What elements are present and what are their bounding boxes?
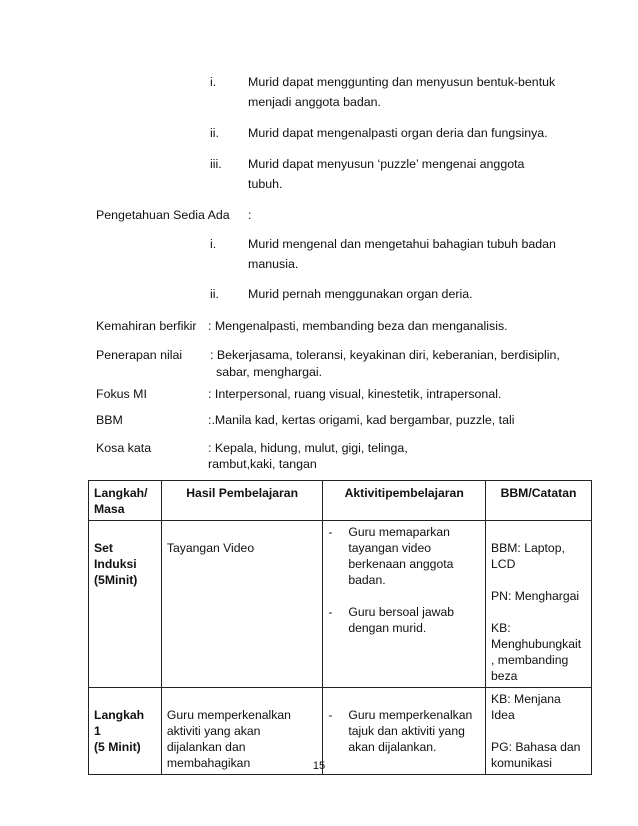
row-2-note-2: PG: Bahasa dan komunikasi xyxy=(491,740,581,770)
prior-item-2-text xyxy=(248,284,588,304)
header-step: Langkah/ Masa xyxy=(89,481,162,521)
field-vocab-label: Kosa kata xyxy=(96,441,152,455)
objective-3-text xyxy=(248,154,588,194)
row-1-activity-2: - Guru bersoal jawab dengan murid. xyxy=(328,605,455,635)
row-1-step-line-3: (5Minit) xyxy=(94,573,138,587)
prior-item-1-line-2: manusia. xyxy=(248,257,299,271)
prior-item-2-num: ii. xyxy=(210,287,219,301)
objective-1-num: i. xyxy=(210,75,217,89)
page-number: 15 xyxy=(312,760,326,772)
row-1-note-1: BBM: Laptop, LCD xyxy=(491,541,565,571)
row-2-outcome: Guru memperkenalkan aktiviti yang akan dijalankan dan membahagikan xyxy=(161,688,322,775)
row-1-step-line-1: Set xyxy=(94,541,113,555)
row-1-activity-2-text: Guru bersoal jawab dengan murid. xyxy=(348,605,455,635)
field-vocab-value-2: rambut,kaki, tangan xyxy=(208,457,317,471)
objective-2-text xyxy=(248,123,588,143)
row-2-step-line-1: Langkah xyxy=(94,708,145,722)
row-1-step xyxy=(89,521,162,688)
prior-item-1-line-1: Murid mengenal dan mengetahui bahagian tubuh badan xyxy=(248,237,556,251)
row-1-activities xyxy=(323,521,486,688)
field-values-value: : Bekerjasama, toleransi, keyakinan diri, keberanian, berdisiplin, xyxy=(210,348,560,362)
objective-1-text xyxy=(248,72,588,112)
field-vocab-value: : Kepala, hidung, mulut, gigi, telinga, xyxy=(208,441,408,455)
row-1-notes xyxy=(486,521,592,688)
prior-knowledge-colon: : xyxy=(248,208,252,222)
lesson-table xyxy=(88,480,592,775)
row-2-step-line-2: 1 xyxy=(94,724,101,738)
table-header-row xyxy=(89,481,592,521)
row-1-note-3: KB: Menghubungkait , membanding beza xyxy=(491,621,582,683)
objective-3-num: iii. xyxy=(210,157,222,171)
field-thinking-skills-value: : Mengenalpasti, membanding beza dan menganalisis. xyxy=(208,319,508,333)
row-2-activity-1: - Guru memperkenalkan tajuk dan aktiviti yang akan dijalankan. xyxy=(328,708,473,754)
header-activities: Aktivitipembelajaran xyxy=(323,481,486,521)
objective-1-line-1: Murid dapat menggunting dan menyusun bentuk-bentuk xyxy=(248,75,556,89)
row-2-note-1: KB: Menjana Idea xyxy=(491,692,561,722)
row-2-activity-1-text: Guru memperkenalkan tajuk dan aktiviti yang akan dijalankan. xyxy=(348,708,473,754)
header-notes: BBM/Catatan xyxy=(486,481,592,521)
objective-3-line-2: tubuh. xyxy=(248,177,283,191)
prior-knowledge-label: Pengetahuan Sedia Ada xyxy=(96,208,230,222)
field-values-value-2: sabar, menghargai. xyxy=(216,365,323,379)
field-bbm-value: :.Manila kad, kertas origami, kad bergambar, puzzle, tali xyxy=(208,413,515,427)
prior-item-1-text xyxy=(248,234,588,274)
row-1-activity-1-text: Guru memaparkan tayangan video berkenaan anggota badan. xyxy=(348,525,454,587)
prior-item-1-num: i. xyxy=(210,237,217,251)
prior-item-2-line-1: Murid pernah menggunakan organ deria. xyxy=(248,287,473,301)
objective-3-line-1: Murid dapat menyusun ‘puzzle’ mengenai anggota xyxy=(248,157,525,171)
row-1-step-line-2: Induksi xyxy=(94,557,137,571)
field-bbm-label: BBM xyxy=(96,413,123,427)
row-1-activity-1: - Guru memaparkan tayangan video berkenaan anggota badan. xyxy=(328,525,454,587)
objective-2-line-1: Murid dapat mengenalpasti organ deria dan fungsinya. xyxy=(248,126,548,140)
field-mi-focus-label: Fokus MI xyxy=(96,387,147,401)
field-mi-focus-value: : Interpersonal, ruang visual, kinestetik, intrapersonal. xyxy=(208,387,502,401)
row-1-outcome: Tayangan Video xyxy=(161,521,322,688)
row-1-note-2: PN: Menghargai xyxy=(491,589,580,603)
header-outcome: Hasil Pembelajaran xyxy=(161,481,322,521)
row-2-step-line-3: (5 Minit) xyxy=(94,740,141,754)
field-thinking-skills-label: Kemahiran berfikir xyxy=(96,319,197,333)
table-row xyxy=(89,521,592,688)
field-values-label: Penerapan nilai xyxy=(96,348,183,362)
objective-2-num: ii. xyxy=(210,126,219,140)
objective-1-line-2: menjadi anggota badan. xyxy=(248,95,381,109)
